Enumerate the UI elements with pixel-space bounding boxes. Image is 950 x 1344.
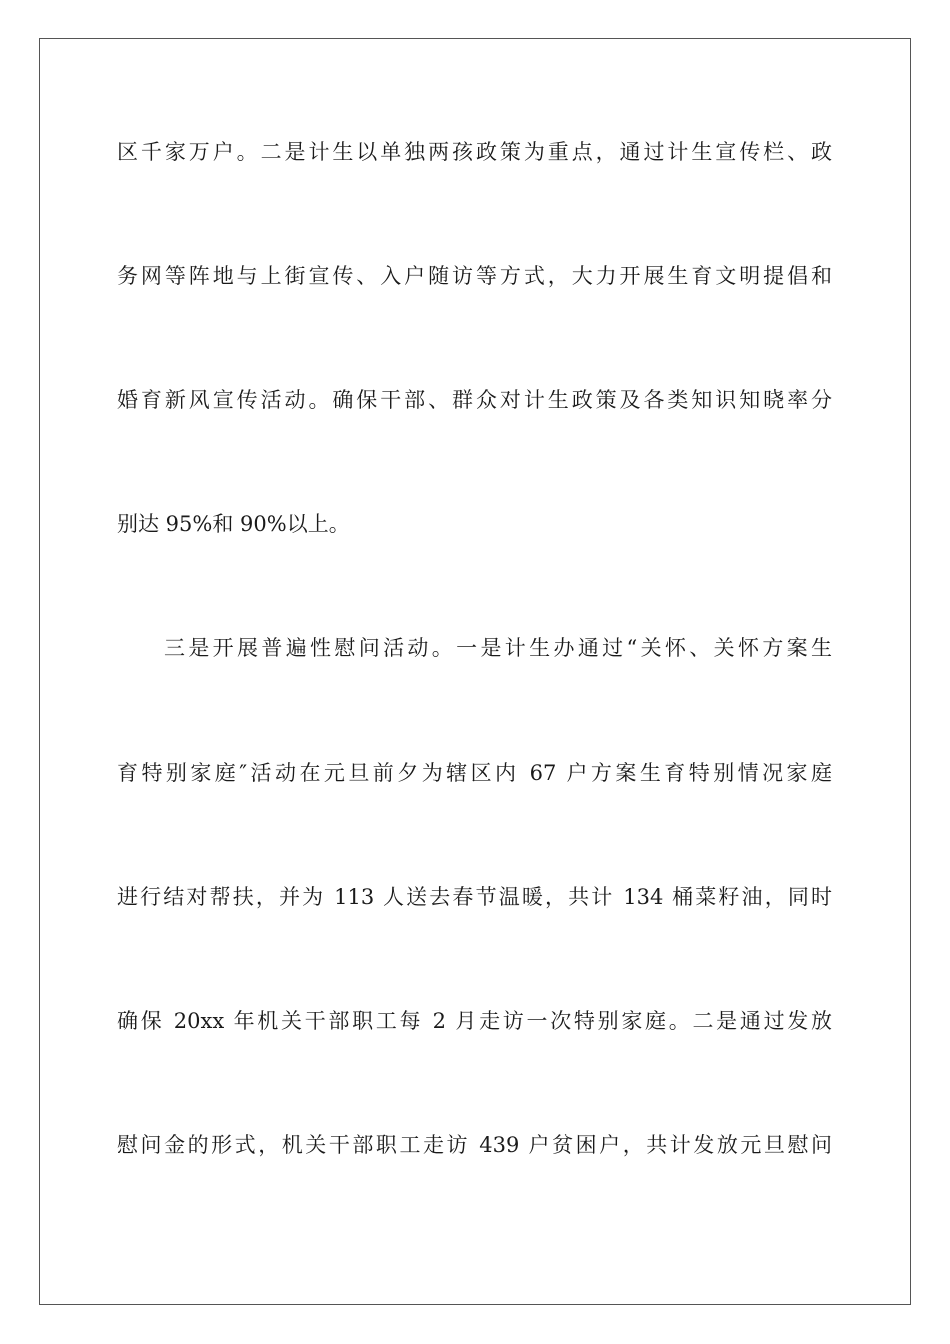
body-text-line: 慰问金的形式，机关干部职工走访 439 户贫困户，共计发放元旦慰问 bbox=[117, 1133, 832, 1157]
body-text-line: 育特别家庭″活动在元旦前夕为辖区内 67 户方案生育特别情况家庭 bbox=[117, 761, 832, 785]
body-text-line: 区千家万户。二是计生以单独两孩政策为重点，通过计生宣传栏、政 bbox=[117, 140, 832, 164]
body-text-line: 婚育新风宣传活动。确保干部、群众对计生政策及各类知识知晓率分 bbox=[117, 388, 832, 412]
body-text-line: 确保 20xx 年机关干部职工每 2 月走访一次特别家庭。二是通过发放 bbox=[117, 1009, 832, 1033]
paragraph-first-line: 三是开展普遍性慰问活动。一是计生办通过“关怀、关怀方案生 bbox=[164, 636, 832, 660]
body-text-line: 务网等阵地与上街宣传、入户随访等方式，大力开展生育文明提倡和 bbox=[117, 264, 832, 288]
body-text-line: 别达 95%和 90%以上。 bbox=[117, 512, 350, 536]
body-text-line: 进行结对帮扶，并为 113 人送去春节温暖，共计 134 桶菜籽油，同时 bbox=[117, 885, 832, 909]
page-border bbox=[39, 38, 911, 1305]
